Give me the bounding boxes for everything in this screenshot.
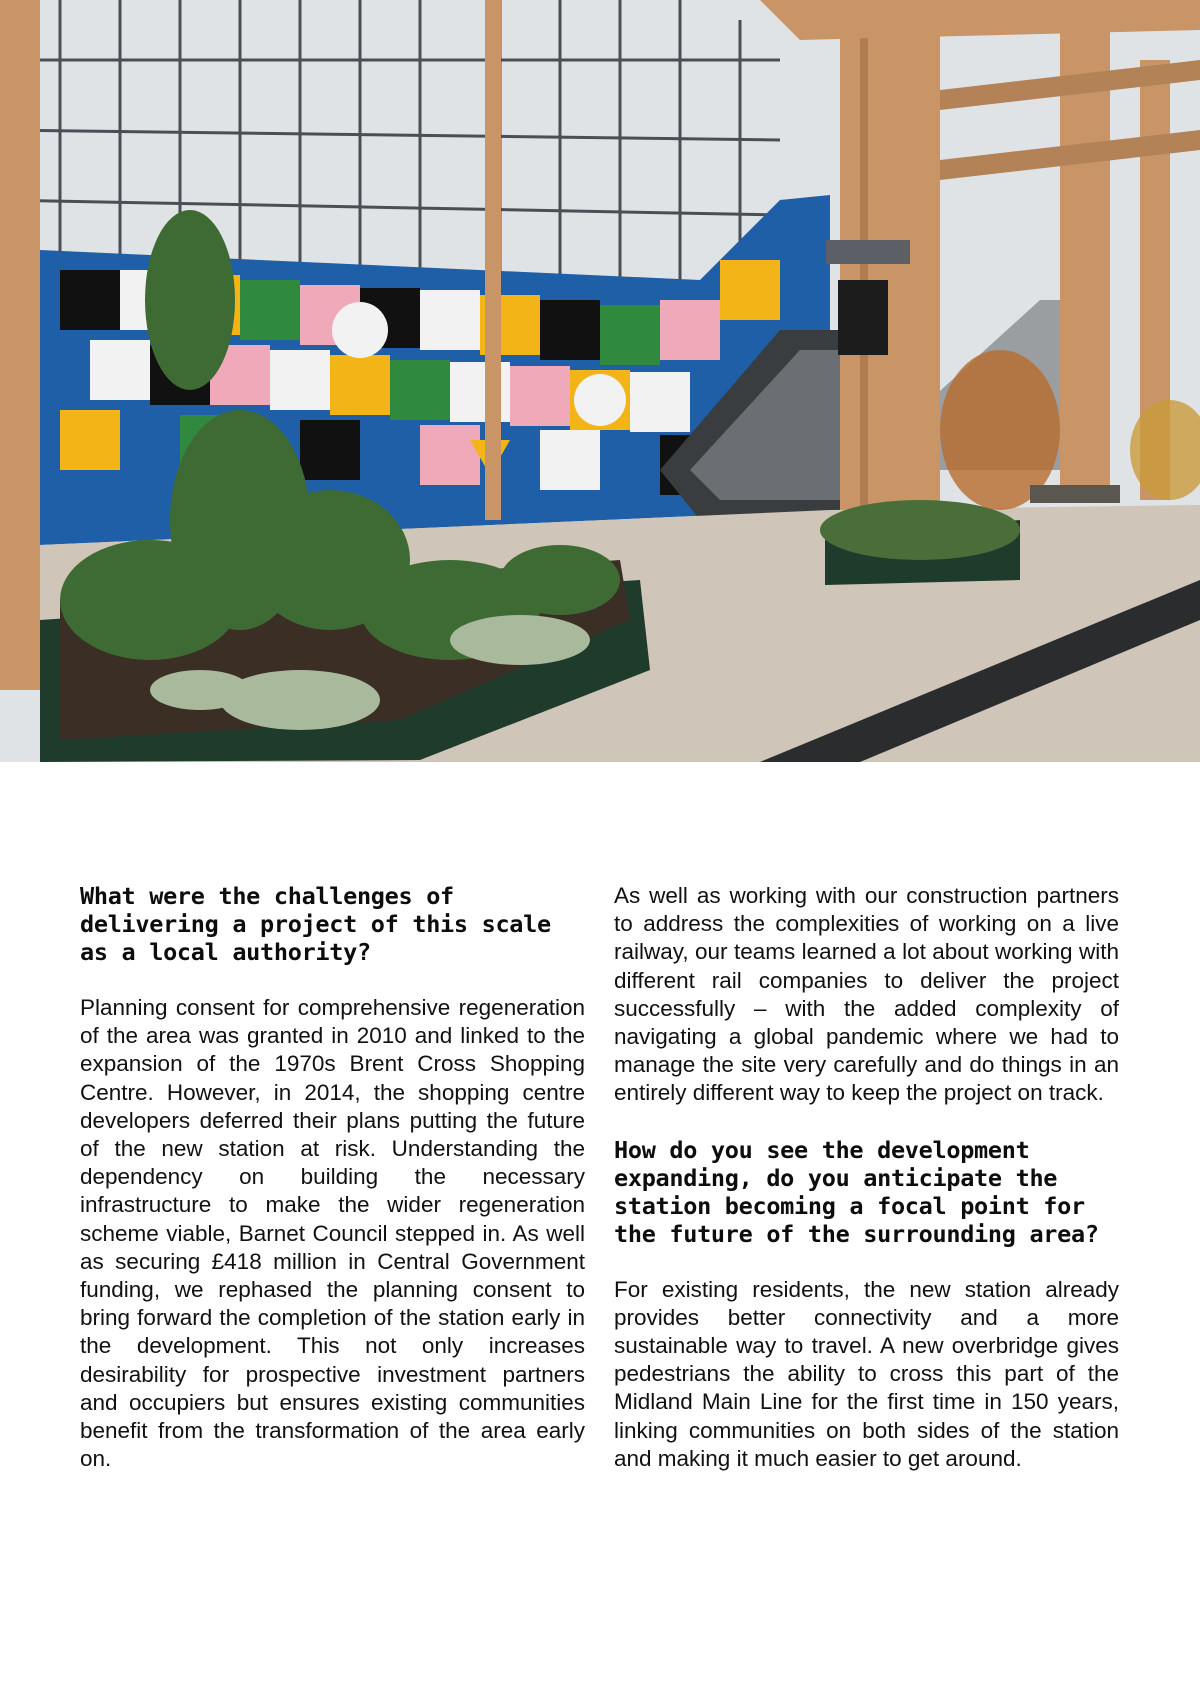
right-column xyxy=(614,882,1119,1501)
right-heading: How do you see the development expanding, do you anticipate the station becoming a focal point for the future of the surrounding area? xyxy=(614,1135,1099,1248)
right-paragraph: For existing residents, the new station already provides better connectivity and a more sustainable way to travel. A new overbridge gives pedestrians the ability to cross this part of the Midland Main Line for the first time in 150 years, linking communities on both sides of the station and making it much easier to get around. xyxy=(614,1276,1119,1471)
left-paragraph: Planning consent for comprehensive regeneration of the area was granted in 2010 and linked to the expansion of the 1970s Brent Cross Shopping Centre. However, in 2014, the shopping centre developers deferred their plans putting the future of the new station at risk. Understanding the dependency on building the necessary infrastructure to make the wider regeneration scheme viable, Barnet Council stepped in. As well as securing £418 million in Central Government funding, we rephased the planning consent to bring forward the completion of the station early in the development. This not only increases desirability for prospective investment partners and occupiers but ensures existing communities benefit from the transformation of the area early on. xyxy=(80,995,585,1472)
right-intro-paragraph: As well as working with our construction partners to address the complexities of working on a live railway, our teams learned a lot about working with different rail companies to deliver the project successfully – with the added complexity of navigating a global pandemic where we had to manage the site very carefully and do things in an entirely different way to keep the project on track. xyxy=(614,883,1119,1106)
station-interior-photo xyxy=(0,0,1200,762)
station-interior-illustration xyxy=(0,0,1200,762)
left-heading: What were the challenges of delivering a project of this scale as a local authority? xyxy=(80,882,551,966)
left-column xyxy=(80,882,585,1501)
